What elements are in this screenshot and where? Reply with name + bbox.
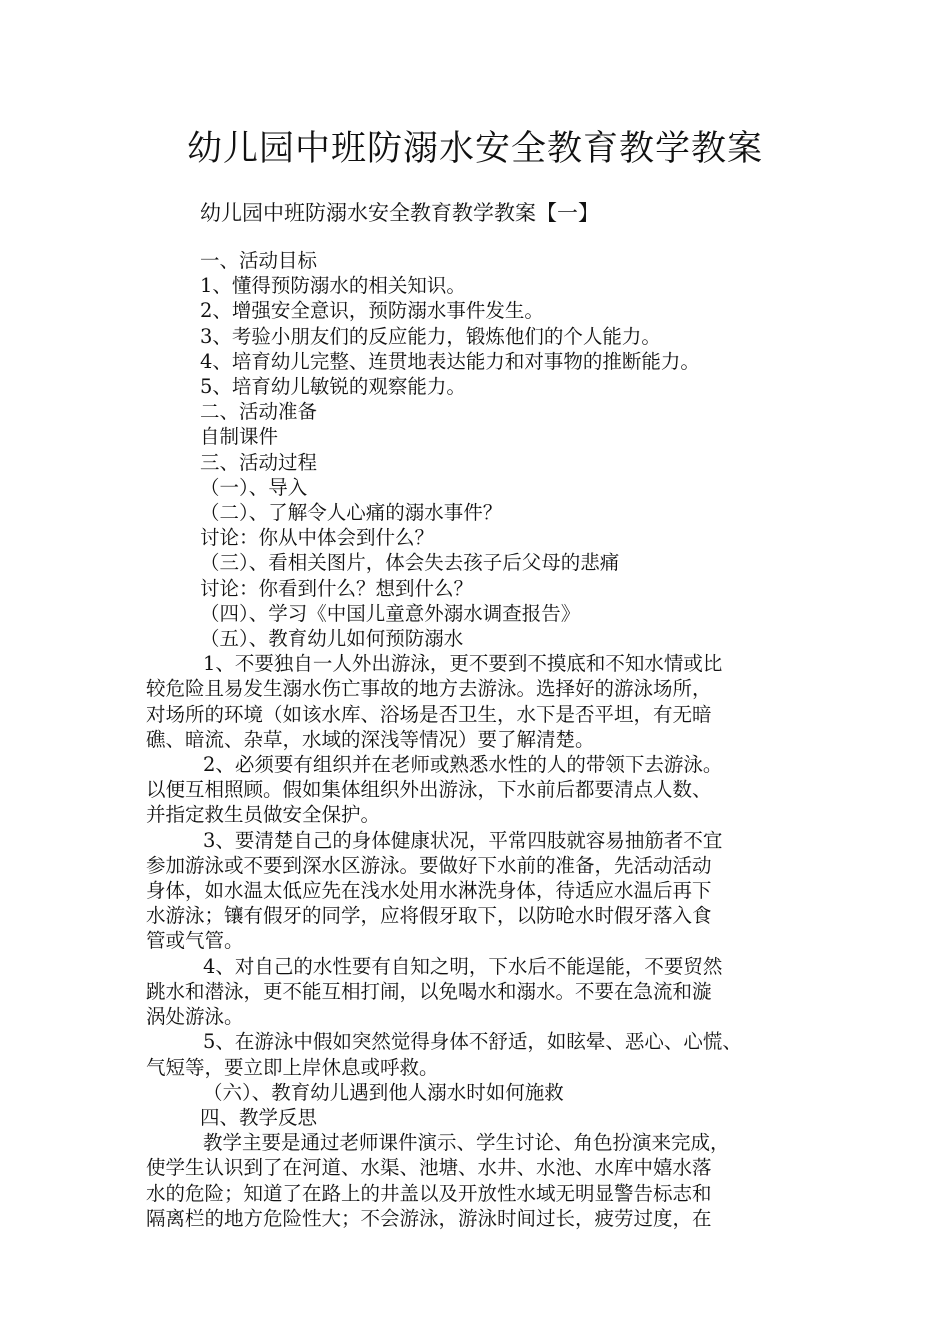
text-line: （四）、学习《中国儿童意外溺水调查报告》 [200,601,581,625]
text-line: 自制课件 [200,425,279,449]
text-line: （三）、看相关图片，体会失去孩子后父母的悲痛 [200,551,620,575]
section-heading-process: 三、活动过程 [200,450,318,474]
paragraph-first-line: 5、在游泳中假如突然觉得身体不舒适，如眩晕、恶心、心慌、 [203,1030,742,1054]
text-line: 跳水和潜泳，更不能互相打闹，以免喝水和溺水。不要在急流和漩 [146,979,712,1003]
text-line: 涡处游泳。 [146,1005,244,1029]
text-line: 对场所的环境（如该水库、浴场是否卫生，水下是否平坦，有无暗 [146,702,712,726]
paragraph-first-line: 教学主要是通过老师课件演示、学生讨论、角色扮演来完成， [203,1131,730,1155]
text-line: 讨论：你从中体会到什么？ [200,526,435,550]
text-line: 水游泳；镶有假牙的同学，应将假牙取下，以防呛水时假牙落入食 [146,904,712,928]
text-line: 2、增强安全意识，预防溺水事件发生。 [200,299,544,323]
text-line: 使学生认识到了在河道、水渠、池塘、水井、水池、水库中嬉水落 [146,1156,712,1180]
text-line: 并指定救生员做安全保护。 [146,803,381,827]
text-line: 气短等，要立即上岸休息或呼救。 [146,1055,439,1079]
text-line: （五）、教育幼儿如何预防溺水 [200,627,464,651]
paragraph-first-line: 1、不要独自一人外出游泳，更不要到不摸底和不知水情或比 [203,652,723,676]
text-line: 水的危险；知道了在路上的井盖以及开放性水域无明显警告标志和 [146,1181,712,1205]
text-line: （一）、导入 [200,475,308,499]
text-line: 较危险且易发生溺水伤亡事故的地方去游泳。选择好的游泳场所， [146,677,712,701]
text-line: 参加游泳或不要到深水区游泳。要做好下水前的准备，先活动活动 [146,853,712,877]
paragraph-first-line: 4、对自己的水性要有自知之明，下水后不能逞能，不要贸然 [203,954,723,978]
text-line: 隔离栏的地方危险性大；不会游泳，游泳时间过长，疲劳过度，在 [146,1206,712,1230]
section-heading-reflection: 四、教学反思 [200,1105,318,1129]
text-line: 管或气管。 [146,929,244,953]
text-line: 5、培育幼儿敏锐的观察能力。 [200,375,466,399]
section-heading-goals: 一、活动目标 [200,249,318,272]
paragraph-first-line: 3、要清楚自己的身体健康状况，平常四肢就容易抽筋者不宜 [203,828,723,852]
text-line: 身体，如水温太低应先在浅水处用水淋洗身体，待适应水温后再下 [146,879,712,903]
text-line: 讨论：你看到什么？想到什么？ [200,576,474,600]
text-line: 以便互相照顾。假如集体组织外出游泳，下水前后都要清点人数、 [146,778,712,802]
document-subtitle: 幼儿园中班防溺水安全教育教学教案【一】 [200,201,599,225]
document-title: 幼儿园中班防溺水安全教育教学教案 [186,129,763,169]
text-line: 礁、暗流、杂草，水域的深浅等情况）要了解清楚。 [146,727,595,751]
text-line: 3、考验小朋友们的反应能力，锻炼他们的个人能力。 [200,324,661,348]
text-line: （二）、了解令人心痛的溺水事件？ [200,501,503,525]
paragraph-first-line: 2、必须要有组织并在老师或熟悉水性的人的带领下去游泳。 [203,753,723,777]
document-body [146,248,826,1231]
text-line: 4、培育幼儿完整、连贯地表达能力和对事物的推断能力。 [200,349,700,373]
text-line: （六）、教育幼儿遇到他人溺水时如何施救 [203,1080,564,1104]
text-line: 1、懂得预防溺水的相关知识。 [200,274,466,298]
section-heading-preparation: 二、活动准备 [200,400,318,424]
